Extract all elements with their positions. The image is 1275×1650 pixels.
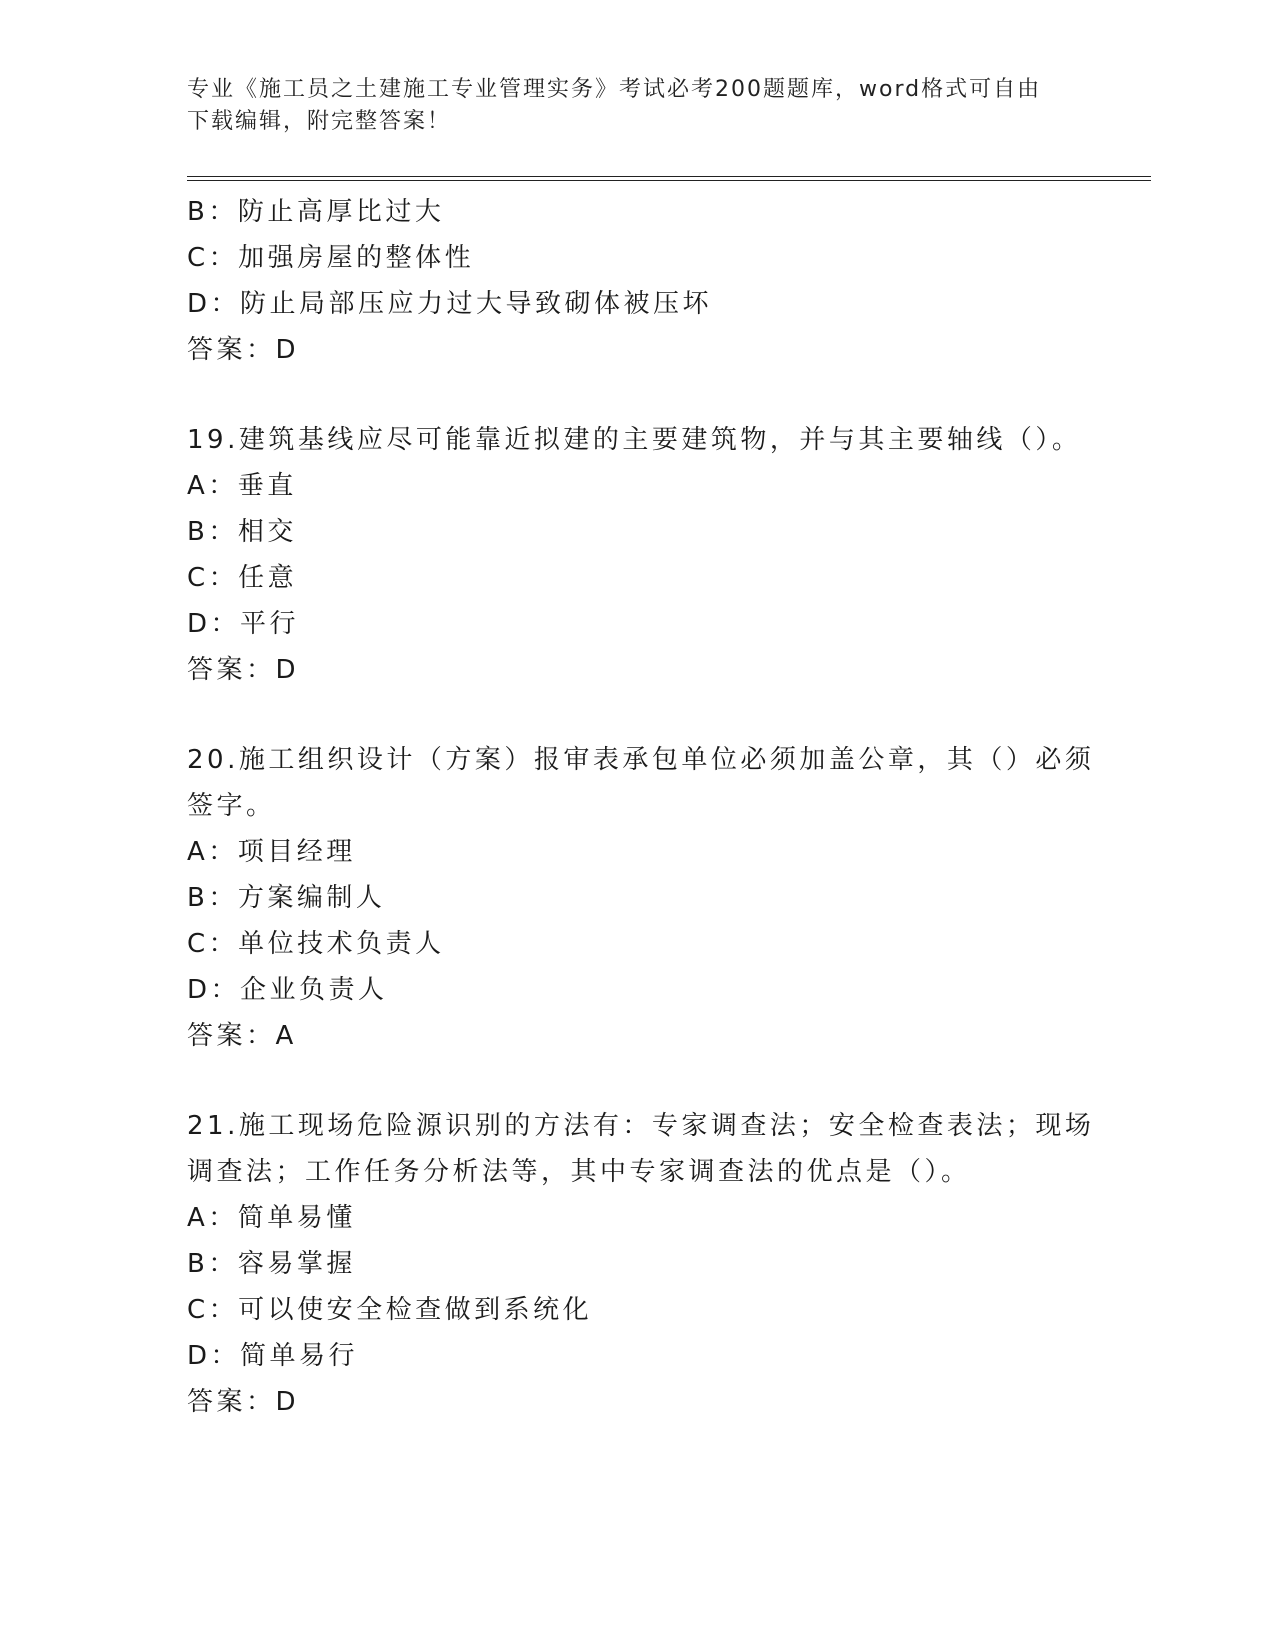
option-d: D：平行 (187, 609, 300, 639)
option-c: C：任意 (187, 563, 298, 593)
option-a: A：垂直 (187, 471, 297, 501)
option-b: B：方案编制人 (187, 883, 386, 913)
option-d: D：企业负责人 (187, 975, 388, 1005)
question-18-continued (187, 189, 1107, 373)
question-stem-line-2: 调查法；工作任务分析法等，其中专家调查法的优点是（）。 (187, 1157, 971, 1187)
spacer (187, 693, 1107, 737)
question-20 (187, 737, 1107, 1059)
answer: 答案：D (187, 1387, 300, 1417)
answer: 答案：A (187, 1021, 297, 1051)
option-b: B：容易掌握 (187, 1249, 356, 1279)
option-d: D：防止局部压应力过大导致砌体被压坏 (187, 289, 713, 319)
page-header (187, 74, 1087, 138)
option-b: B：相交 (187, 517, 297, 547)
spacer (187, 373, 1107, 417)
document-body (187, 189, 1107, 1425)
option-c: C：单位技术负责人 (187, 929, 445, 959)
question-stem-line-1: 20.施工组织设计（方案）报审表承包单位必须加盖公章，其（）必须 (187, 745, 1095, 775)
option-d: D：简单易行 (187, 1341, 359, 1371)
answer: 答案：D (187, 335, 300, 365)
option-b: B：防止高厚比过大 (187, 197, 445, 227)
option-a: A：简单易懂 (187, 1203, 356, 1233)
question-19 (187, 417, 1107, 693)
question-stem: 19.建筑基线应尽可能靠近拟建的主要建筑物，并与其主要轴线（）。 (187, 425, 1082, 455)
option-a: A：项目经理 (187, 837, 356, 867)
option-c: C：加强房屋的整体性 (187, 243, 475, 273)
header-line-1: 专业《施工员之土建施工专业管理实务》考试必考200题题库，word格式可自由 (187, 77, 1042, 102)
spacer (187, 1059, 1107, 1103)
question-stem-line-2: 签字。 (187, 791, 276, 821)
question-stem-line-1: 21.施工现场危险源识别的方法有：专家调查法；安全检查表法；现场 (187, 1111, 1095, 1141)
question-21 (187, 1103, 1107, 1425)
option-c: C：可以使安全检查做到系统化 (187, 1295, 593, 1325)
answer: 答案：D (187, 655, 300, 685)
header-line-2: 下载编辑，附完整答案！ (187, 109, 452, 134)
header-double-rule (187, 176, 1151, 181)
